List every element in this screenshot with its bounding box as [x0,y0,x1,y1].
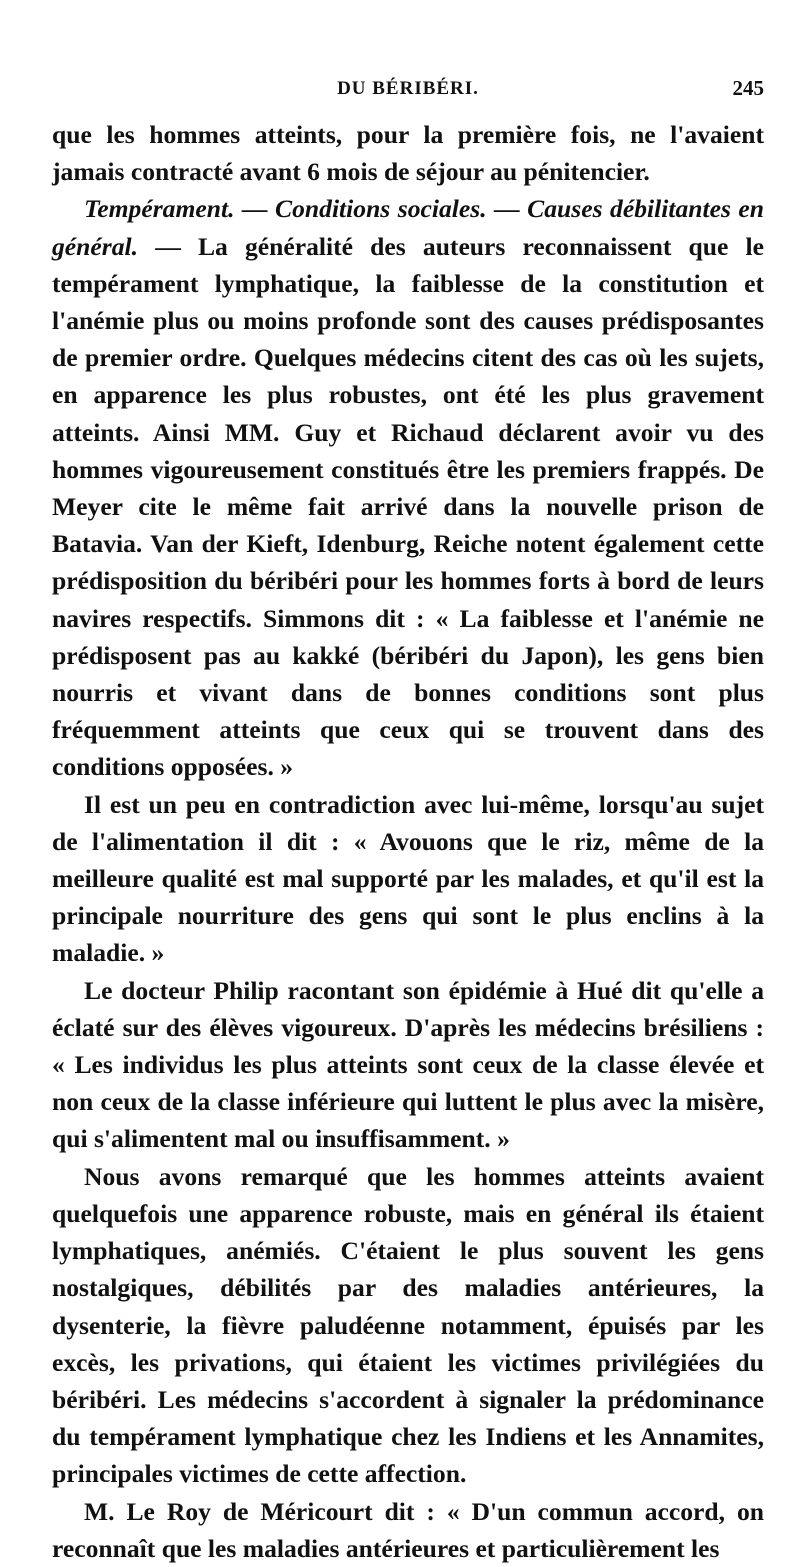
paragraph-contradiction [52,786,764,972]
paragraph-text: — La généralité des auteurs reconnaissent que le tempérament lymphatique, la faiblesse de la constitution et l'anémie plus ou moins profonde sont des causes prédisposantes de premier ordre. Quelques médecins citent des cas où les sujets, en apparence les plus robustes, ont été les plus gravement atteints. Ainsi MM. Guy et Richaud déclarent avoir vu des hommes vigoureusement constitués être les premiers frappés. De Meyer cite le même fait arrivé dans la nouvelle prison de Batavia. Van der Kieft, Idenburg, Reiche notent également cette prédisposition du béribéri pour les hommes forts à bord de leurs navires respectifs. Simmons dit : « La faiblesse et l'anémie ne prédisposent pas au kakké (béribéri du Japon), les gens bien nourris et vivant dans de bonnes conditions sont plus fréquemment atteints que ceux qui se trouvent dans des conditions opposées. » [52,231,764,782]
paragraph-text: Le docteur Philip racontant son épidémie à Hué dit qu'elle a éclaté sur des élèves vigoureux. D'après les médecins brésiliens : « Les individus les plus atteints sont ceux de la classe élevée et non ceux de la classe inférieure qui luttent le plus avec la misère, qui s'alimentent mal ou insuffisamment. » [52,975,764,1154]
body-text [52,116,764,1567]
paragraph-continuation [52,116,764,190]
paragraph-temperament [52,190,764,785]
running-head: DU BÉRIBÉRI. [337,78,479,99]
paragraph-text: M. Le Roy de Méricourt dit : « D'un commun accord, on reconnaît que les maladies antérieures et particulièrement les [52,1496,764,1563]
page-header [52,78,764,108]
paragraph-text: que les hommes atteints, pour la première fois, ne l'avaient jamais contracté avant 6 mois de séjour au pénitencier. [52,120,764,187]
paragraph-le-roy [52,1493,764,1567]
paragraph-text: Il est un peu en contradiction avec lui-même, lorsqu'au sujet de l'alimentation il dit : « Avouons que le riz, même de la meilleure qualité est mal supporté par les malades, et qu'il est la principale nourriture des gens qui sont le plus enclins à la maladie. » [52,789,764,968]
paragraph-observations [52,1158,764,1493]
paragraph-philip [52,972,764,1158]
section-heading: Tempérament. — Conditions sociales. — Causes débilitantes en général. [52,194,764,261]
paragraph-text: Nous avons remarqué que les hommes atteints avaient quelquefois une apparence robuste, mais en général ils étaient lymphatiques, anémiés. C'étaient le plus souvent les gens nostalgiques, débilités par des maladies antérieures, la dysenterie, la fièvre paludéenne notamment, épuisés par les excès, les privations, qui étaient les victimes privilégiées du béribéri. Les médecins s'accordent à signaler la prédominance du tempérament lymphatique chez les Indiens et les Annamites, principales victimes de cette affection. [52,1161,764,1489]
page-number: 245 [732,76,764,100]
